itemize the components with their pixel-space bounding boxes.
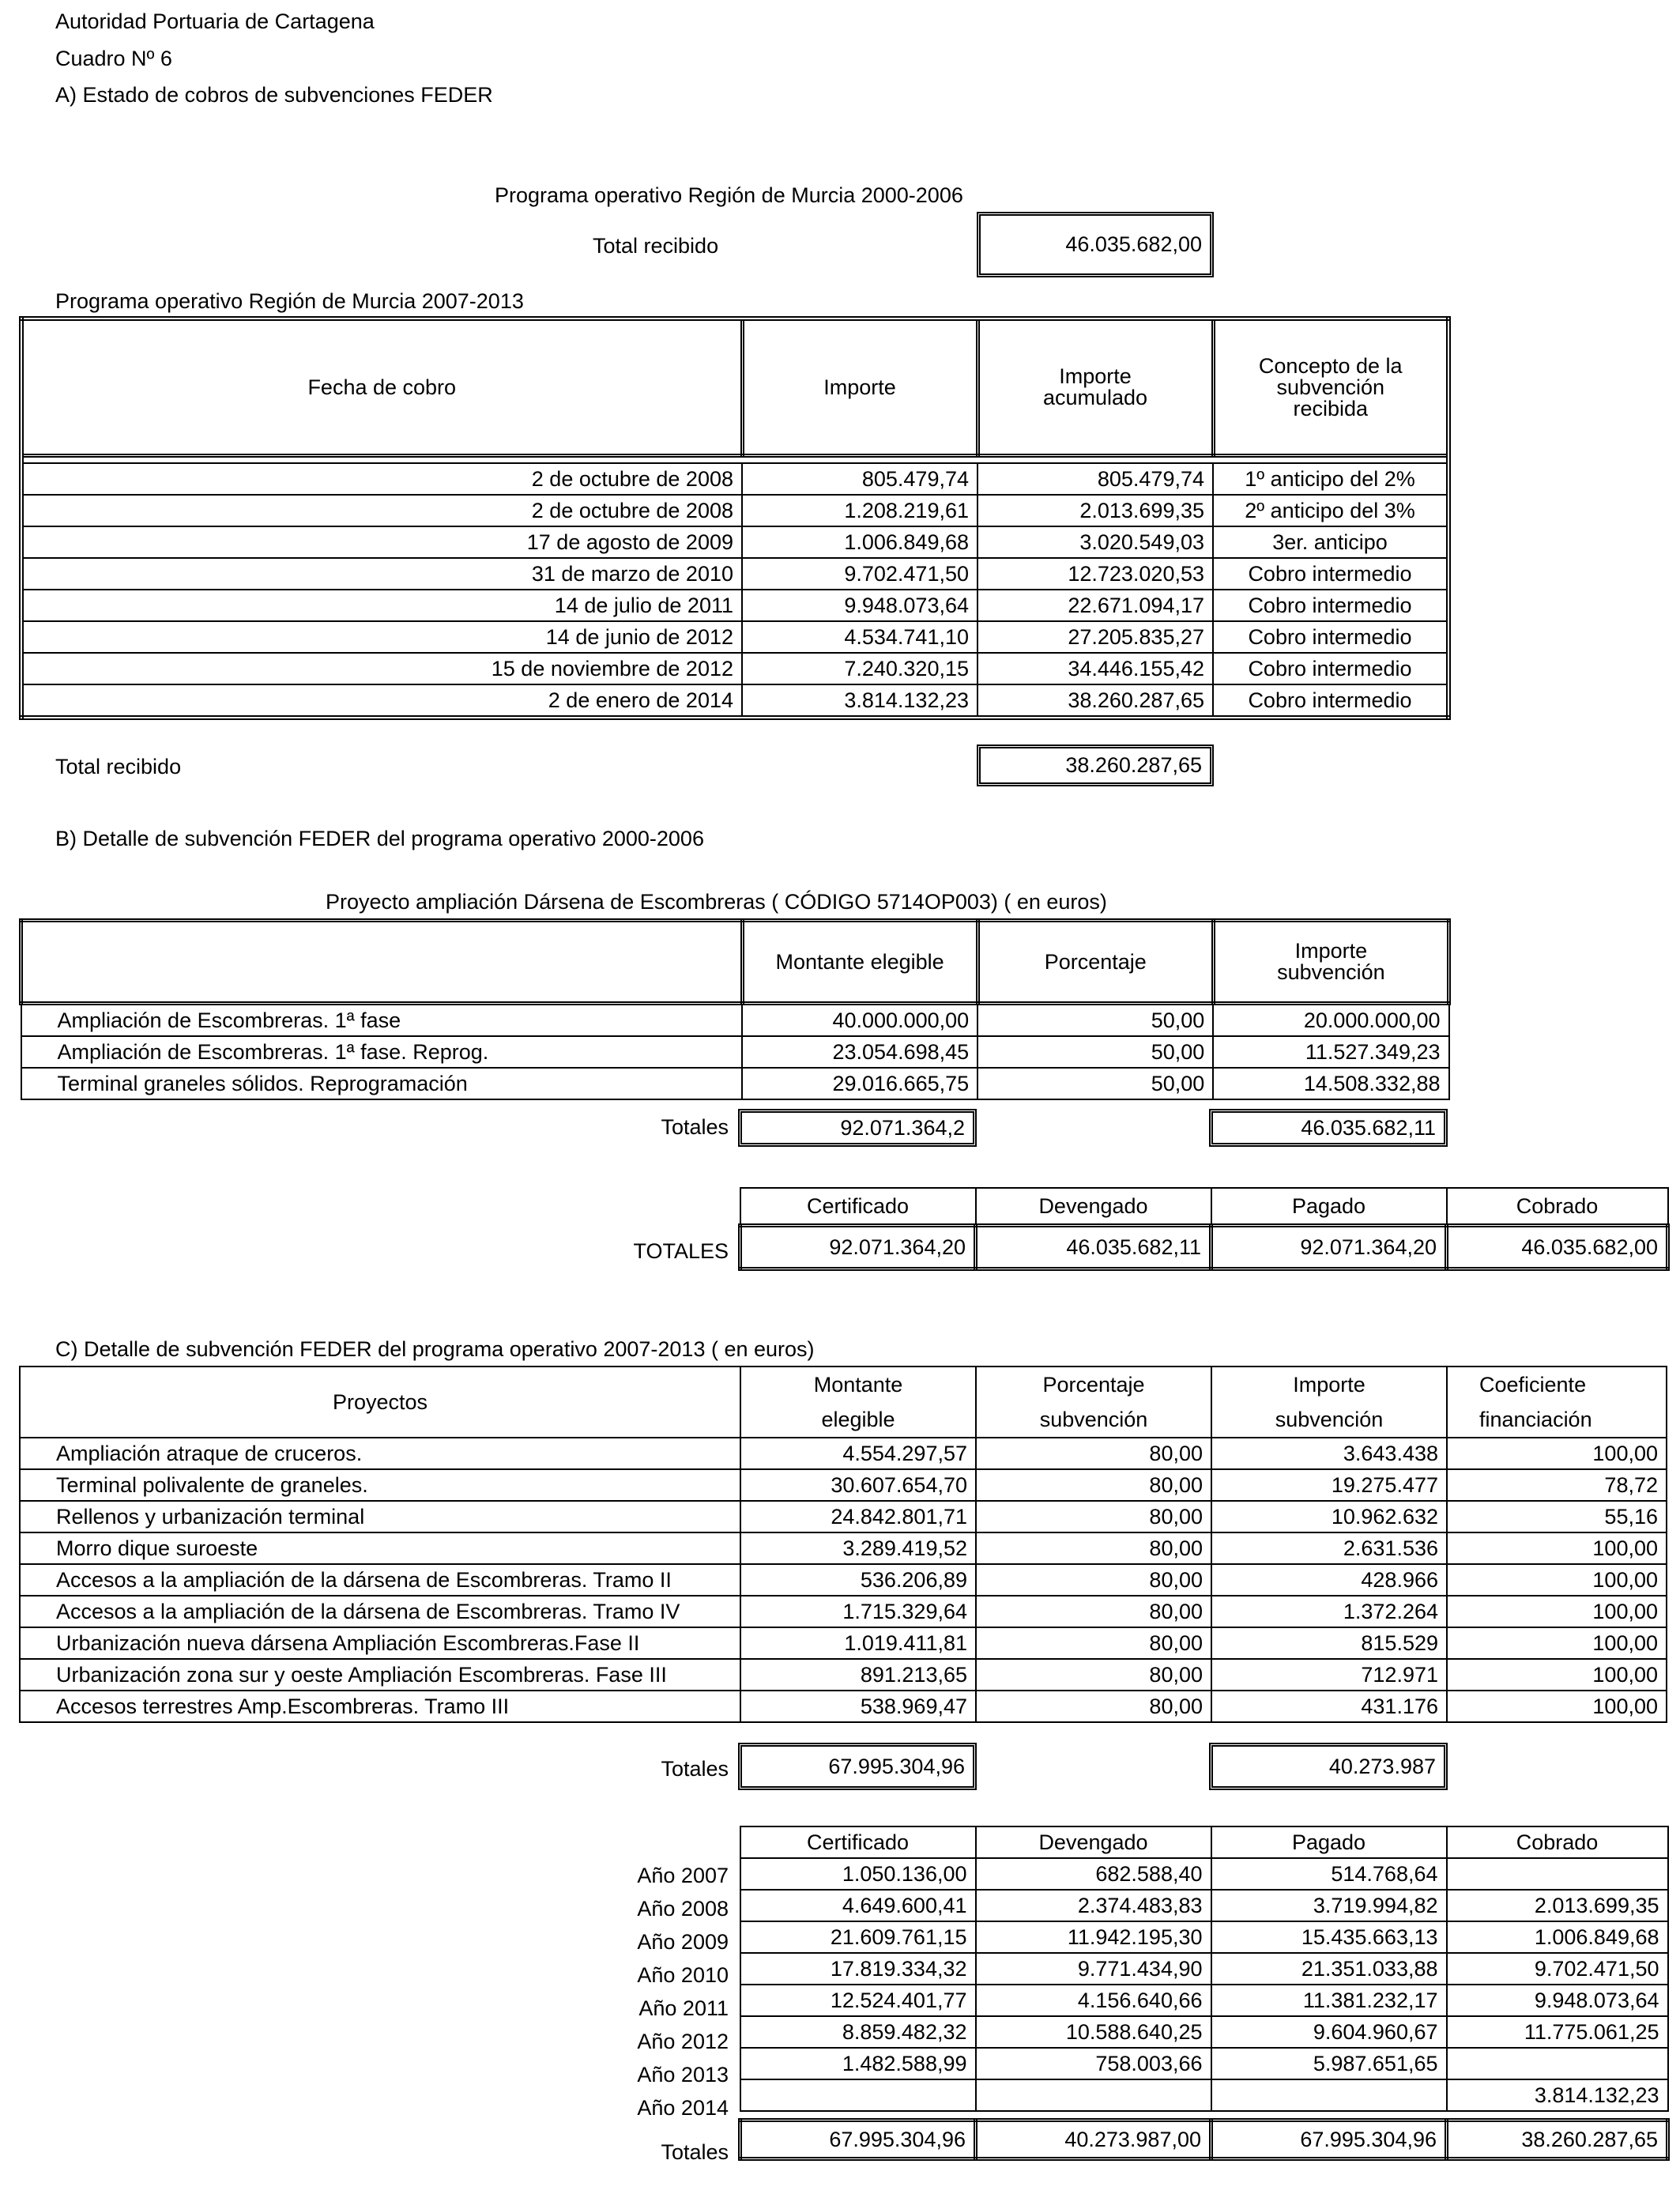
c-years-totals-label: Totales	[661, 2140, 729, 2164]
table-cell: 30.607.654,70	[740, 1469, 976, 1501]
table-row	[740, 1921, 1668, 1953]
table-row	[21, 1068, 1449, 1099]
c-years-col-header: Certificado	[740, 1826, 976, 1858]
section-a-title: A) Estado de cobros de subvenciones FEDER	[55, 83, 493, 107]
table-cell: 23.054.698,45	[742, 1036, 977, 1068]
table-row	[20, 1438, 1667, 1469]
table-row	[21, 1036, 1449, 1068]
table-cell: 514.768,64	[1211, 1858, 1447, 1890]
year-label: Año 2010	[637, 1963, 729, 1987]
b-summary-label: TOTALES	[633, 1239, 729, 1263]
table-cell: 50,00	[977, 1068, 1213, 1099]
table-cell: 11.527.349,23	[1213, 1036, 1448, 1068]
a2-total-value: 38.260.287,65	[1065, 753, 1202, 777]
cuadro-number: Cuadro Nº 6	[55, 47, 172, 70]
table-cell: 12.524.401,77	[740, 1985, 976, 2016]
c-col-header-line1: Importe	[1293, 1373, 1365, 1397]
table-cell: 80,00	[976, 1596, 1211, 1627]
table-cell: 3er. anticipo	[1213, 526, 1448, 558]
table-cell: 3.289.419,52	[740, 1532, 976, 1564]
a1-total-label: Total recibido	[593, 234, 719, 258]
table-row	[740, 1890, 1668, 1921]
a1-title: Programa operativo Región de Murcia 2000-2006	[495, 183, 963, 207]
table-cell: Terminal polivalente de graneles.	[20, 1469, 740, 1501]
b-summary-value: 92.071.364,20	[740, 1226, 976, 1269]
c-col-header-line1: Porcentaje	[1042, 1373, 1145, 1397]
table-cell: 100,00	[1447, 1532, 1667, 1564]
table-row	[20, 1659, 1667, 1691]
b-col-header	[21, 921, 743, 1004]
year-label: Año 2009	[637, 1930, 729, 1954]
table-cell: 17.819.334,32	[740, 1953, 976, 1985]
table-row	[740, 2048, 1668, 2079]
table-cell: 80,00	[976, 1532, 1211, 1564]
table-cell: 100,00	[1447, 1659, 1667, 1691]
table-cell: 80,00	[976, 1691, 1211, 1722]
table-cell: 14.508.332,88	[1213, 1068, 1448, 1099]
table-row	[740, 1953, 1668, 1985]
table-cell: 2.013.699,35	[1447, 1890, 1668, 1921]
table-row	[21, 463, 1448, 495]
a2-col-header: Importe	[742, 319, 977, 456]
table-row	[740, 1858, 1668, 1890]
table-cell: 19.275.477	[1211, 1469, 1447, 1501]
table-cell: 9.702.471,50	[1447, 1953, 1668, 1985]
table-cell: 682.588,40	[976, 1858, 1211, 1890]
a2-total-label: Total recibido	[55, 755, 182, 778]
table-cell: 2 de octubre de 2008	[21, 495, 742, 526]
table-cell: 31 de marzo de 2010	[21, 558, 742, 590]
table-cell: 3.814.132,23	[1447, 2079, 1668, 2111]
table-row	[20, 1501, 1667, 1532]
table-cell: 10.588.640,25	[976, 2016, 1211, 2048]
table-cell: 2.374.483,83	[976, 1890, 1211, 1921]
c-years-total: 67.995.304,96	[1211, 2120, 1447, 2159]
table-cell: 11.942.195,30	[976, 1921, 1211, 1953]
table-cell: 1.372.264	[1211, 1596, 1447, 1627]
table-cell: Ampliación de Escombreras. 1ª fase	[21, 1004, 743, 1037]
c-col-header-line2: financiación	[1479, 1408, 1592, 1431]
c-years-totals-row	[740, 2120, 1668, 2159]
c-years-gap	[740, 2111, 1668, 2120]
table-cell: 1.006.849,68	[742, 526, 977, 558]
table-cell: Cobro intermedio	[1213, 684, 1448, 718]
table-cell: 100,00	[1447, 1438, 1667, 1469]
c-totales-montante-box	[738, 1743, 977, 1790]
c-col-header-line2: subvención	[1275, 1408, 1384, 1431]
b-col-header: Montante elegible	[742, 921, 977, 1004]
table-cell: 2 de octubre de 2008	[21, 463, 742, 495]
table-row	[21, 558, 1448, 590]
c-years-col-header: Cobrado	[1447, 1826, 1668, 1858]
c-col-header-line1: Coeficiente	[1479, 1373, 1587, 1397]
table-row	[740, 2079, 1668, 2111]
a1-total-box	[977, 212, 1214, 277]
table-cell: 1º anticipo del 2%	[1213, 463, 1448, 495]
b-col-header: Porcentaje	[977, 921, 1213, 1004]
b-col-header: Importe subvención	[1213, 921, 1448, 1004]
table-cell: 9.948.073,64	[1447, 1985, 1668, 2016]
table-cell: 55,16	[1447, 1501, 1667, 1532]
table-row	[21, 590, 1448, 621]
table-cell: 4.554.297,57	[740, 1438, 976, 1469]
b-totales-montante-box	[738, 1109, 977, 1147]
section-c-title: C) Detalle de subvención FEDER del programa operativo 2007-2013 ( en euros)	[55, 1337, 815, 1361]
table-cell: 891.213,65	[740, 1659, 976, 1691]
table-cell: Cobro intermedio	[1213, 621, 1448, 653]
c-years-total: 38.260.287,65	[1447, 2120, 1668, 2159]
table-cell: 1.019.411,81	[740, 1627, 976, 1659]
table-cell: 17 de agosto de 2009	[21, 526, 742, 558]
table-cell: 11.775.061,25	[1447, 2016, 1668, 2048]
a2-total-box	[977, 745, 1214, 786]
table-cell: 29.016.665,75	[742, 1068, 977, 1099]
b-summary-grid	[738, 1187, 1670, 1271]
table-row	[20, 1627, 1667, 1659]
table-cell: 12.723.020,53	[977, 558, 1213, 590]
c-years-header	[740, 1826, 1668, 1858]
table-cell: 1.050.136,00	[740, 1858, 976, 1890]
table-cell: 80,00	[976, 1627, 1211, 1659]
c-years-gap-cell	[740, 2111, 1668, 2120]
b-summary-col-header: Devengado	[976, 1188, 1211, 1226]
table-row	[20, 1532, 1667, 1564]
table-cell: 50,00	[977, 1004, 1213, 1037]
c-years-col-header: Pagado	[1211, 1826, 1447, 1858]
table-cell: 9.702.471,50	[742, 558, 977, 590]
table-cell: 100,00	[1447, 1596, 1667, 1627]
table-cell: 80,00	[976, 1501, 1211, 1532]
table-cell: 3.020.549,03	[977, 526, 1213, 558]
table-cell: 2.013.699,35	[977, 495, 1213, 526]
table-cell: 9.604.960,67	[1211, 2016, 1447, 2048]
table-cell: 3.643.438	[1211, 1438, 1447, 1469]
table-cell: 4.156.640,66	[976, 1985, 1211, 2016]
table-cell: Rellenos y urbanización terminal	[20, 1501, 740, 1532]
table-row	[740, 2016, 1668, 2048]
c-grid	[19, 1366, 1667, 1723]
table-cell: 1.208.219,61	[742, 495, 977, 526]
table-cell: 9.771.434,90	[976, 1953, 1211, 1985]
table-cell: Urbanización zona sur y oeste Ampliación Escombreras. Fase III	[20, 1659, 740, 1691]
table-row	[20, 1469, 1667, 1501]
table-cell: Urbanización nueva dársena Ampliación Escombreras.Fase II	[20, 1627, 740, 1659]
table-cell: 38.260.287,65	[977, 684, 1213, 718]
table-cell: 40.000.000,00	[742, 1004, 977, 1037]
c-years-total: 67.995.304,96	[740, 2120, 976, 2159]
c-totales-label: Totales	[661, 1757, 729, 1781]
table-cell: 428.966	[1211, 1564, 1447, 1596]
table-cell: 14 de junio de 2012	[21, 621, 742, 653]
table-cell: 1.715.329,64	[740, 1596, 976, 1627]
table-cell: 538.969,47	[740, 1691, 976, 1722]
c-col-header-line2: subvención	[1039, 1408, 1148, 1431]
table-cell: 4.649.600,41	[740, 1890, 976, 1921]
table-cell: Cobro intermedio	[1213, 590, 1448, 621]
b-totales-importe-box	[1209, 1109, 1448, 1147]
b-summary-col-header: Cobrado	[1447, 1188, 1668, 1226]
c-col-header	[1447, 1367, 1667, 1438]
b-totales-label: Totales	[661, 1115, 729, 1139]
table-cell: 536.206,89	[740, 1564, 976, 1596]
table-cell: 80,00	[976, 1469, 1211, 1501]
c-years-total: 40.273.987,00	[976, 2120, 1211, 2159]
c-header-row	[20, 1367, 1667, 1438]
table-row	[21, 1004, 1449, 1037]
year-label: Año 2013	[637, 2063, 729, 2087]
table-cell: 100,00	[1447, 1564, 1667, 1596]
table-cell: 11.381.232,17	[1211, 1985, 1447, 2016]
b-project-title: Proyecto ampliación Dársena de Escombreras ( CÓDIGO 5714OP003) ( en euros)	[326, 890, 1107, 914]
table-cell: Morro dique suroeste	[20, 1532, 740, 1564]
table-cell: Cobro intermedio	[1213, 653, 1448, 684]
b-totales-importe: 46.035.682,11	[1301, 1115, 1436, 1140]
a2-spacer	[21, 456, 1448, 464]
table-cell: 100,00	[1447, 1691, 1667, 1722]
c-col-header-line2: elegible	[821, 1408, 895, 1431]
table-cell: 5.987.651,65	[1211, 2048, 1447, 2079]
b-summary-value: 46.035.682,00	[1447, 1226, 1668, 1269]
table-cell: 7.240.320,15	[742, 653, 977, 684]
c-col-header-line1: Montante	[813, 1373, 903, 1397]
c-col-header	[976, 1367, 1211, 1438]
table-cell: 815.529	[1211, 1627, 1447, 1659]
table-cell: 10.962.632	[1211, 1501, 1447, 1532]
c-years-col-header: Devengado	[976, 1826, 1211, 1858]
table-row	[21, 684, 1448, 718]
table-row	[20, 1691, 1667, 1722]
table-cell: Accesos terrestres Amp.Escombreras. Tramo III	[20, 1691, 740, 1722]
table-cell: 4.534.741,10	[742, 621, 977, 653]
table-cell	[976, 2079, 1211, 2111]
table-cell: 22.671.094,17	[977, 590, 1213, 621]
table-cell: 15.435.663,13	[1211, 1921, 1447, 1953]
a2-grid	[19, 316, 1451, 720]
c-totales-importe: 40.273.987	[1328, 1754, 1436, 1778]
a1-total-value: 46.035.682,00	[1065, 232, 1202, 256]
table-cell: 80,00	[976, 1438, 1211, 1469]
table-cell: 8.859.482,32	[740, 2016, 976, 2048]
table-cell: 9.948.073,64	[742, 590, 977, 621]
table-cell: 80,00	[976, 1564, 1211, 1596]
table-cell	[740, 2079, 976, 2111]
table-cell: 78,72	[1447, 1469, 1667, 1501]
table-cell: 758.003,66	[976, 2048, 1211, 2079]
c-years-grid	[738, 1826, 1670, 2161]
table-cell: 21.609.761,15	[740, 1921, 976, 1953]
year-label: Año 2012	[637, 2030, 729, 2053]
table-row	[740, 1985, 1668, 2016]
b-totales-montante: 92.071.364,2	[840, 1115, 965, 1140]
table-cell: Ampliación de Escombreras. 1ª fase. Reprog.	[21, 1036, 743, 1068]
c-col-header	[20, 1367, 740, 1438]
table-cell: Terminal graneles sólidos. Reprogramación	[21, 1068, 743, 1099]
table-row	[20, 1564, 1667, 1596]
a2-title: Programa operativo Región de Murcia 2007-2013	[55, 289, 524, 313]
c-col-header	[740, 1367, 976, 1438]
table-row	[21, 526, 1448, 558]
table-cell	[1447, 2048, 1668, 2079]
table-cell: 34.446.155,42	[977, 653, 1213, 684]
c-totales-montante: 67.995.304,96	[828, 1754, 965, 1778]
table-cell: 27.205.835,27	[977, 621, 1213, 653]
c-col-header-line1: Proyectos	[332, 1390, 428, 1414]
table-cell: 805.479,74	[742, 463, 977, 495]
b-summary-header	[740, 1188, 1668, 1226]
table-cell: 2º anticipo del 3%	[1213, 495, 1448, 526]
table-cell: 805.479,74	[977, 463, 1213, 495]
b-summary-value: 92.071.364,20	[1211, 1226, 1447, 1269]
table-cell: 1.006.849,68	[1447, 1921, 1668, 1953]
a2-col-header: Fecha de cobro	[21, 319, 742, 456]
year-label: Año 2007	[637, 1864, 729, 1887]
table-cell: Cobro intermedio	[1213, 558, 1448, 590]
b-summary-col-header: Pagado	[1211, 1188, 1447, 1226]
table-cell: 712.971	[1211, 1659, 1447, 1691]
b-grid	[19, 918, 1451, 1100]
b-header-row	[21, 921, 1449, 1004]
table-cell: 14 de julio de 2011	[21, 590, 742, 621]
table-cell: Accesos a la ampliación de la dársena de Escombreras. Tramo II	[20, 1564, 740, 1596]
table-row	[21, 621, 1448, 653]
c-totales-importe-box	[1209, 1743, 1448, 1790]
a2-spacer-row	[21, 456, 1448, 464]
b-summary-col-header: Certificado	[740, 1188, 976, 1226]
year-label: Año 2011	[638, 1996, 729, 2020]
table-cell: Accesos a la ampliación de la dársena de Escombreras. Tramo IV	[20, 1596, 740, 1627]
table-cell: 3.814.132,23	[742, 684, 977, 718]
table-cell: 2.631.536	[1211, 1532, 1447, 1564]
table-cell: 3.719.994,82	[1211, 1890, 1447, 1921]
table-cell: 15 de noviembre de 2012	[21, 653, 742, 684]
year-label: Año 2014	[637, 2096, 729, 2120]
table-cell: 100,00	[1447, 1627, 1667, 1659]
a2-col-header: Concepto de la subvención recibida	[1213, 319, 1448, 456]
table-cell: 80,00	[976, 1659, 1211, 1691]
table-cell	[1211, 2079, 1447, 2111]
c-col-header	[1211, 1367, 1447, 1438]
table-cell: 50,00	[977, 1036, 1213, 1068]
org-name: Autoridad Portuaria de Cartagena	[55, 9, 375, 33]
section-b-title: B) Detalle de subvención FEDER del programa operativo 2000-2006	[55, 827, 704, 850]
table-cell: Ampliación atraque de cruceros.	[20, 1438, 740, 1469]
b-summary-value: 46.035.682,11	[976, 1226, 1211, 1269]
table-cell: 21.351.033,88	[1211, 1953, 1447, 1985]
table-cell: 20.000.000,00	[1213, 1004, 1448, 1037]
table-cell: 431.176	[1211, 1691, 1447, 1722]
table-cell: 2 de enero de 2014	[21, 684, 742, 718]
table-cell	[1447, 1858, 1668, 1890]
table-row	[21, 653, 1448, 684]
year-label: Año 2008	[637, 1897, 729, 1921]
b-summary-values	[740, 1226, 1668, 1269]
table-row	[21, 495, 1448, 526]
table-row	[20, 1596, 1667, 1627]
a2-header-row	[21, 319, 1448, 456]
table-cell: 1.482.588,99	[740, 2048, 976, 2079]
table-cell: 24.842.801,71	[740, 1501, 976, 1532]
a2-col-header: Importe acumulado	[977, 319, 1213, 456]
